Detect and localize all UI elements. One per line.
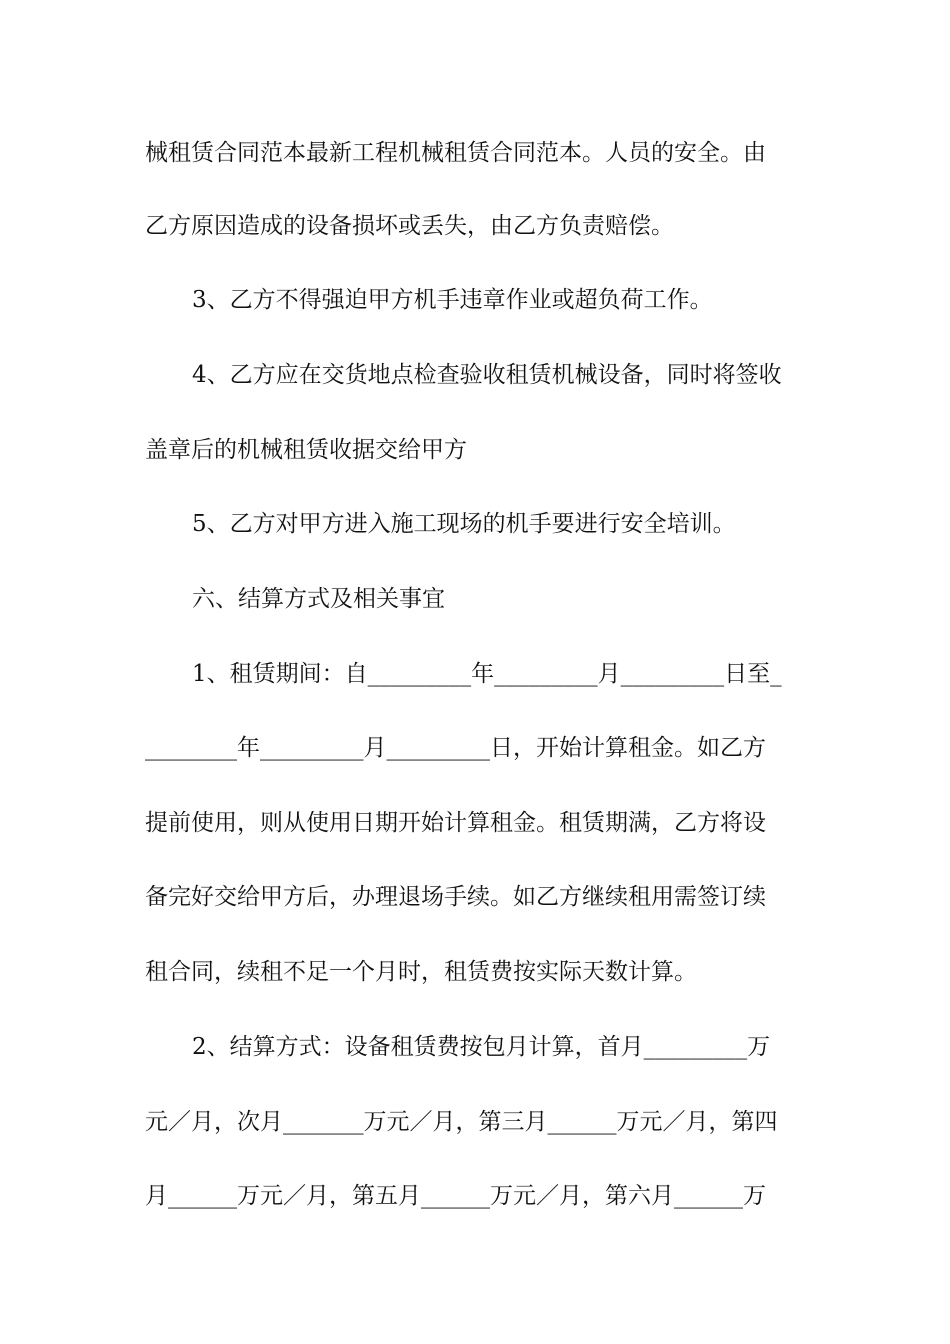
text-line: 备完好交给甲方后，办理退场手续。如乙方继续租用需签订续 [145, 884, 766, 910]
text-line: 元／月，次月_______万元／月，第三月______万元／月，第四 [145, 1109, 778, 1135]
text-line: 4、乙方应在交货地点检查验收租赁机械设备，同时将签收 [192, 362, 782, 388]
text-line: 5、乙方对甲方进入施工现场的机手要进行安全培训。 [192, 511, 736, 537]
text-line: 月______万元／月，第五月______万元／月，第六月______万 [145, 1183, 766, 1209]
text-line: 盖章后的机械租赁收据交给甲方 [145, 437, 467, 463]
text-line: 提前使用，则从使用日期开始计算租金。租赁期满，乙方将设 [145, 810, 766, 836]
text-line: 械租赁合同范本最新工程机械租赁合同范本。人员的安全。由 [145, 140, 766, 166]
section-heading: 六、结算方式及相关事宜 [192, 586, 445, 612]
text-line: 1、租赁期间：自_________年_________月_________日至_ [192, 661, 782, 687]
text-line: ________年_________月_________日，开始计算租金。如乙方 [145, 735, 766, 761]
text-line: 2、结算方式：设备租赁费按包月计算，首月_________万 [192, 1034, 771, 1060]
text-line: 乙方原因造成的设备损坏或丢失，由乙方负责赔偿。 [145, 213, 674, 239]
text-line: 租合同，续租不足一个月时，租赁费按实际天数计算。 [145, 959, 697, 985]
text-line: 3、乙方不得强迫甲方机手违章作业或超负荷工作。 [192, 287, 713, 313]
